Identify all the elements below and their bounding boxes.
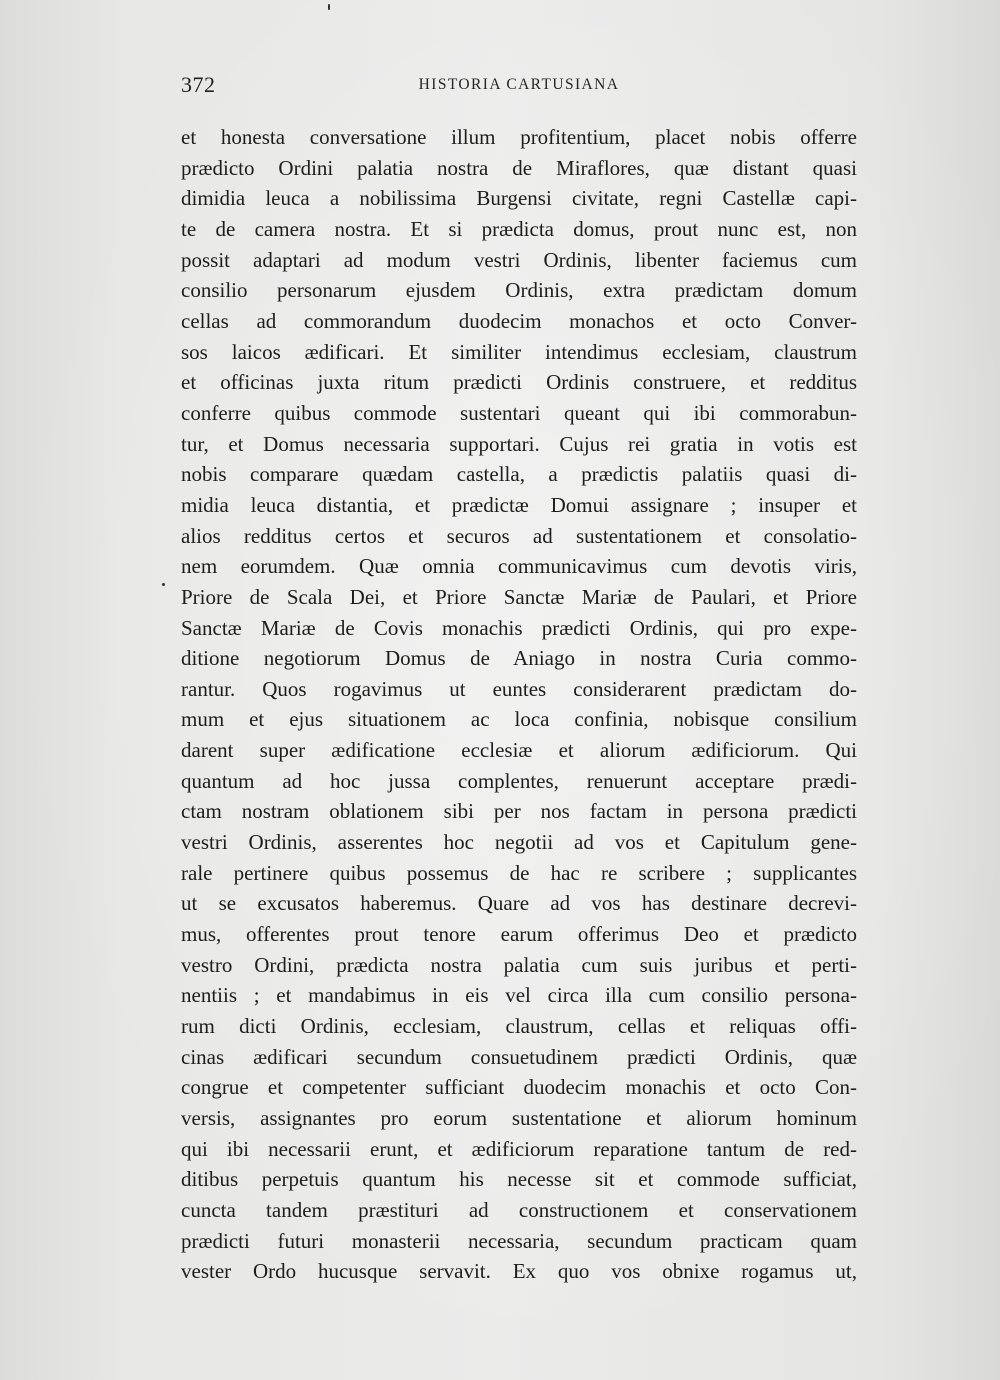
text-line: conferre quibus commode sustentari queant qui ibi commorabun- bbox=[181, 400, 857, 425]
text-line: et officinas juxta ritum prædicti Ordinis construere, et redditus bbox=[181, 370, 857, 395]
text-line: possit adaptari ad modum vestri Ordinis, libenter faciemus cum bbox=[181, 247, 857, 272]
text-line: ctam nostram oblationem sibi per nos factam in persona prædicti bbox=[181, 799, 857, 824]
text-line: sos laicos ædificari. Et similiter intendimus ecclesiam, claustrum bbox=[181, 339, 857, 364]
text-line: darent super ædificatione ecclesiæ et aliorum ædificiorum. Qui bbox=[181, 738, 857, 763]
text-line: vestro Ordini, prædicta nostra palatia cum suis juribus et perti- bbox=[181, 952, 857, 977]
text-line: ut se excusatos haberemus. Quare ad vos has destinare decrevi- bbox=[181, 891, 857, 916]
text-line: rantur. Quos rogavimus ut euntes considerarent prædictam do- bbox=[181, 676, 857, 701]
text-line: versis, assignantes pro eorum sustentatione et aliorum hominum bbox=[181, 1106, 857, 1130]
running-title: HISTORIA CARTUSIANA bbox=[418, 76, 620, 93]
text-line: rale pertinere quibus possemus de hac re scribere ; supplicantes bbox=[181, 860, 857, 885]
text-line: congrue et competenter sufficiant duodecim monachis et octo Con- bbox=[181, 1075, 857, 1100]
text-line: rum dicti Ordinis, ecclesiam, claustrum, cellas et reliquas offi- bbox=[181, 1014, 857, 1039]
text-line: vester Ordo hucusque servavit. Ex quo vos obnixe rogamus ut, bbox=[181, 1259, 857, 1284]
text-line: Priore de Scala Dei, et Priore Sanctæ Mariæ de Paulari, et Priore bbox=[181, 584, 857, 609]
text-line: nentiis ; et mandabimus in eis vel circa illa cum consilio persona- bbox=[181, 983, 857, 1008]
text-line: et honesta conversatione illum profitentium, placet nobis offerre bbox=[181, 125, 857, 149]
text-line: tur, et Domus necessaria supportari. Cujus rei gratia in votis est bbox=[181, 431, 857, 456]
text-line: quantum ad hoc jussa complentes, renuerunt acceptare prædi- bbox=[181, 768, 857, 793]
text-line: dimidia leuca a nobilissima Burgensi civitate, regni Castellæ capi- bbox=[181, 186, 857, 211]
text-line: mum et ejus situationem ac loca confinia, nobisque consilium bbox=[181, 707, 857, 732]
paper-speck bbox=[162, 583, 165, 586]
text-line: cinas ædificari secundum consuetudinem prædicti Ordinis, quæ bbox=[181, 1044, 857, 1069]
paper-speck bbox=[328, 4, 330, 10]
text-line: cellas ad commorandum duodecim monachos et octo Conver- bbox=[181, 308, 857, 333]
page-number: 372 bbox=[181, 72, 216, 97]
text-line: ditibus perpetuis quantum his necesse sit et commode sufficiat, bbox=[181, 1167, 857, 1192]
text-line: te de camera nostra. Et si prædicta domus, prout nunc est, non bbox=[181, 216, 857, 241]
text-line: midia leuca distantia, et prædictæ Domui assignare ; insuper et bbox=[181, 492, 857, 517]
text-line: vestri Ordinis, asserentes hoc negotii ad vos et Capitulum gene- bbox=[181, 830, 857, 855]
page-header bbox=[181, 72, 857, 102]
text-line: alios redditus certos et securos ad sustentationem et consolatio- bbox=[181, 523, 857, 548]
text-line: nem eorumdem. Quæ omnia communicavimus cum devotis viris, bbox=[181, 554, 857, 579]
text-line: qui ibi necessarii erunt, et ædificiorum reparatione tantum de red- bbox=[181, 1136, 857, 1161]
text-line: cuncta tandem præstituri ad constructionem et conservationem bbox=[181, 1197, 857, 1222]
text-line: nobis comparare quædam castella, a prædictis palatiis quasi di- bbox=[181, 462, 857, 487]
text-line: prædicto Ordini palatia nostra de Miraflores, quæ distant quasi bbox=[181, 155, 857, 180]
text-line: mus, offerentes prout tenore earum offerimus Deo et prædicto bbox=[181, 922, 857, 947]
body-text bbox=[181, 122, 857, 1287]
text-line: ditione negotiorum Domus de Aniago in nostra Curia commo- bbox=[181, 646, 857, 671]
text-line: prædicti futuri monasterii necessaria, secundum practicam quam bbox=[181, 1228, 857, 1253]
text-line: Sanctæ Mariæ de Covis monachis prædicti Ordinis, qui pro expe- bbox=[181, 615, 857, 640]
text-line: consilio personarum ejusdem Ordinis, extra prædictam domum bbox=[181, 278, 857, 303]
